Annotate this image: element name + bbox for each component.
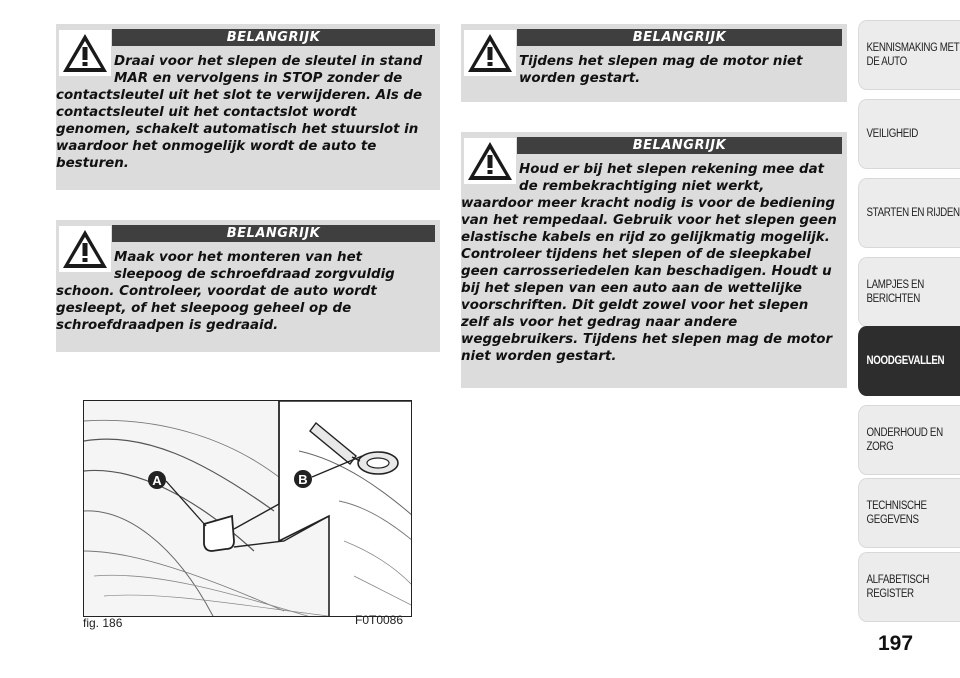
page-number: 197 [878,632,914,655]
tab-alfabetisch-register[interactable]: ALFABETISCH REGISTER [858,552,960,622]
warning-box [461,24,847,102]
warning-text-first: Draai voor het slepen de sleutel in stand MAR en vervolgens in STOP zonder de [114,54,423,86]
tab-onderhoud-en-zorg[interactable]: ONDERHOUD EN ZORG [858,405,960,475]
tab-technische-gegevens[interactable]: TECHNISCHE GEGEVENS [858,478,960,548]
label-a: A [152,473,162,488]
warning-header: BELANGRIJK [517,137,842,154]
tow-hook-figure [83,400,412,617]
warning-box [56,220,440,352]
warning-header: BELANGRIJK [112,225,435,242]
warning-text-first: Maak voor het monteren van het sleepoog de schroefdraad zorgvuldig [114,250,395,282]
figure-code: F0T0086 [355,613,404,627]
warning-text [56,249,432,334]
warning-text [56,53,432,172]
label-b: B [298,472,308,487]
warning-text [461,161,839,365]
figure-caption: fig. 186 [83,616,123,630]
tab-kennismaking[interactable]: KENNISMAKING MET DE AUTO [858,20,960,90]
tab-veiligheid[interactable]: VEILIGHEID [858,99,960,169]
tab-noodgevallen[interactable]: NOODGEVALLEN [858,326,960,396]
warning-text-rest: waardoor meer kracht nodig is voor de bediening van het rempedaal. Gebruik voor het slepen geen elastische kabels en rijd zo gelijkmatig mogelijk. Controleer tijdens het slepen of de sleepkabel geen carrosseriedelen kan beschadigen. Houdt u bij het slepen van een auto aan de wettelijke voorschriften. Dit geldt zowel voor het slepen zelf als voor het gedrag naar andere weggebruikers. Tijdens het slepen mag de motor niet worden gestart. [461,196,837,364]
warning-text-rest: contactsleutel uit het slot te verwijderen. Als de contactsleutel uit het contactslot wordt genomen, schakelt automatisch het stuurslot in waardoor het onmogelijk wordt de auto te besturen. [56,88,423,171]
tab-starten-en-rijden[interactable]: STARTEN EN RIJDEN [858,178,960,248]
tow-hook-illustration [84,401,412,617]
warning-box [461,132,847,388]
warning-text-first: Houd er bij het slepen rekening mee dat de rembekrachtiging niet werkt, [519,162,825,194]
warning-text-rest: schoon. Controleer, voordat de auto wordt gesleept, of het sleepoog geheel op de schroefdraadpen is gedraaid. [56,284,377,333]
tab-lampjes-en-berichten[interactable]: LAMPJES EN BERICHTEN [858,257,960,327]
warning-header: BELANGRIJK [517,29,842,46]
warning-text [461,53,839,87]
warning-header: BELANGRIJK [112,29,435,46]
warning-box [56,24,440,190]
warning-text-first: Tijdens het slepen mag de motor niet worden gestart. [519,54,803,86]
